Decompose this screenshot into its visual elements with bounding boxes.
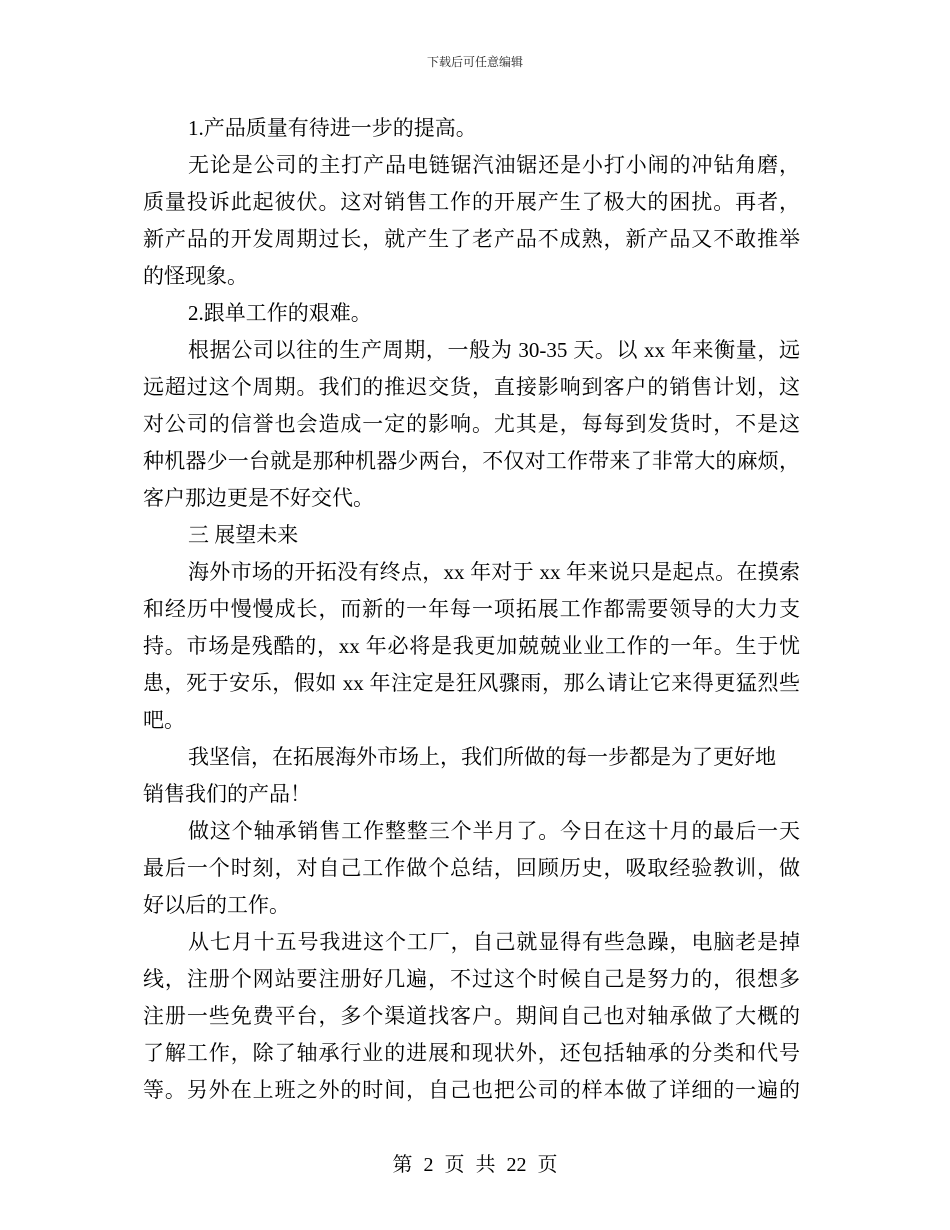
paragraph: [143, 924, 800, 1109]
paragraph-line: 线，注册个网站要注册好几遍，不过这个时候自己是努力的，很想多: [143, 967, 800, 991]
paragraph-line: 等。另外在上班之外的时间，自己也把公司的样本做了详细的一遍的: [143, 1078, 800, 1102]
section-heading: [143, 517, 800, 554]
paragraph-line: 注册一些免费平台，多个渠道找客户。期间自己也对轴承做了大概的: [143, 1004, 800, 1028]
paragraph-line: 新产品的开发周期过长，就产生了老产品不成熟，新产品又不敢推举: [143, 227, 800, 251]
section-heading: [143, 110, 800, 147]
paragraph-line: 的怪现象。: [143, 264, 248, 288]
page-header: 下载后可任意编辑: [426, 55, 523, 69]
paragraph-line: 患，死于安乐，假如 xx 年注定是狂风骤雨，那么请让它来得更猛烈些: [143, 671, 800, 695]
paragraph: [143, 739, 800, 813]
paragraph-line: 根据公司以往的生产周期，一般为 30-35 天。以 xx 年来衡量，远: [188, 338, 800, 362]
paragraph-line: 我坚信，在拓展海外市场上，我们所做的每一步都是为了更好地: [188, 745, 776, 769]
paragraph-line: 客户那边更是不好交代。: [143, 486, 374, 510]
paragraph: [143, 554, 800, 739]
section-heading: [143, 295, 800, 332]
paragraph-line: 对公司的信誉也会造成一定的影响。尤其是，每每到发货时，不是这: [143, 412, 800, 436]
paragraph: [143, 147, 800, 295]
paragraph-line: 种机器少一台就是那种机器少两台，不仅对工作带来了非常大的麻烦，: [143, 449, 800, 473]
paragraph: [143, 332, 800, 517]
paragraph-line: 最后一个时刻，对自己工作做个总结，回顾历史，吸取经验教训，做: [143, 856, 800, 880]
paragraph-line: 远超过这个周期。我们的推迟交货，直接影响到客户的销售计划，这: [143, 375, 800, 399]
paragraph-line: 吧。: [143, 708, 185, 732]
document-body: [143, 110, 800, 1109]
paragraph-line: 海外市场的开拓没有终点，xx 年对于 xx 年来说只是起点。在摸索: [188, 560, 800, 584]
paragraph-line: 持。市场是残酷的，xx 年必将是我更加兢兢业业工作的一年。生于忧: [143, 634, 800, 658]
paragraph-line: 好以后的工作。: [143, 893, 290, 917]
paragraph-line: 和经历中慢慢成长，而新的一年每一项拓展工作都需要领导的大力支: [143, 597, 800, 621]
paragraph-line: 了解工作，除了轴承行业的进展和现状外，还包括轴承的分类和代号: [143, 1041, 800, 1065]
paragraph-line: 无论是公司的主打产品电链锯汽油锯还是小打小闹的冲钻角磨，: [188, 153, 800, 177]
paragraph-line: 销售我们的产品！: [143, 782, 311, 806]
heading-line: 三 展望未来: [188, 523, 299, 547]
heading-line: 1.产品质量有待进一步的提高。: [188, 116, 477, 140]
paragraph-line: 质量投诉此起彼伏。这对销售工作的开展产生了极大的困扰。再者，: [143, 190, 800, 214]
paragraph: [143, 813, 800, 924]
heading-line: 2.跟单工作的艰难。: [188, 301, 372, 325]
paragraph-line: 做这个轴承销售工作整整三个半月了。今日在这十月的最后一天: [188, 819, 800, 843]
paragraph-line: 从七月十五号我进这个工厂，自己就显得有些急躁，电脑老是掉: [188, 930, 800, 954]
page-footer: 第 2 页 共 22 页: [392, 1154, 558, 1176]
